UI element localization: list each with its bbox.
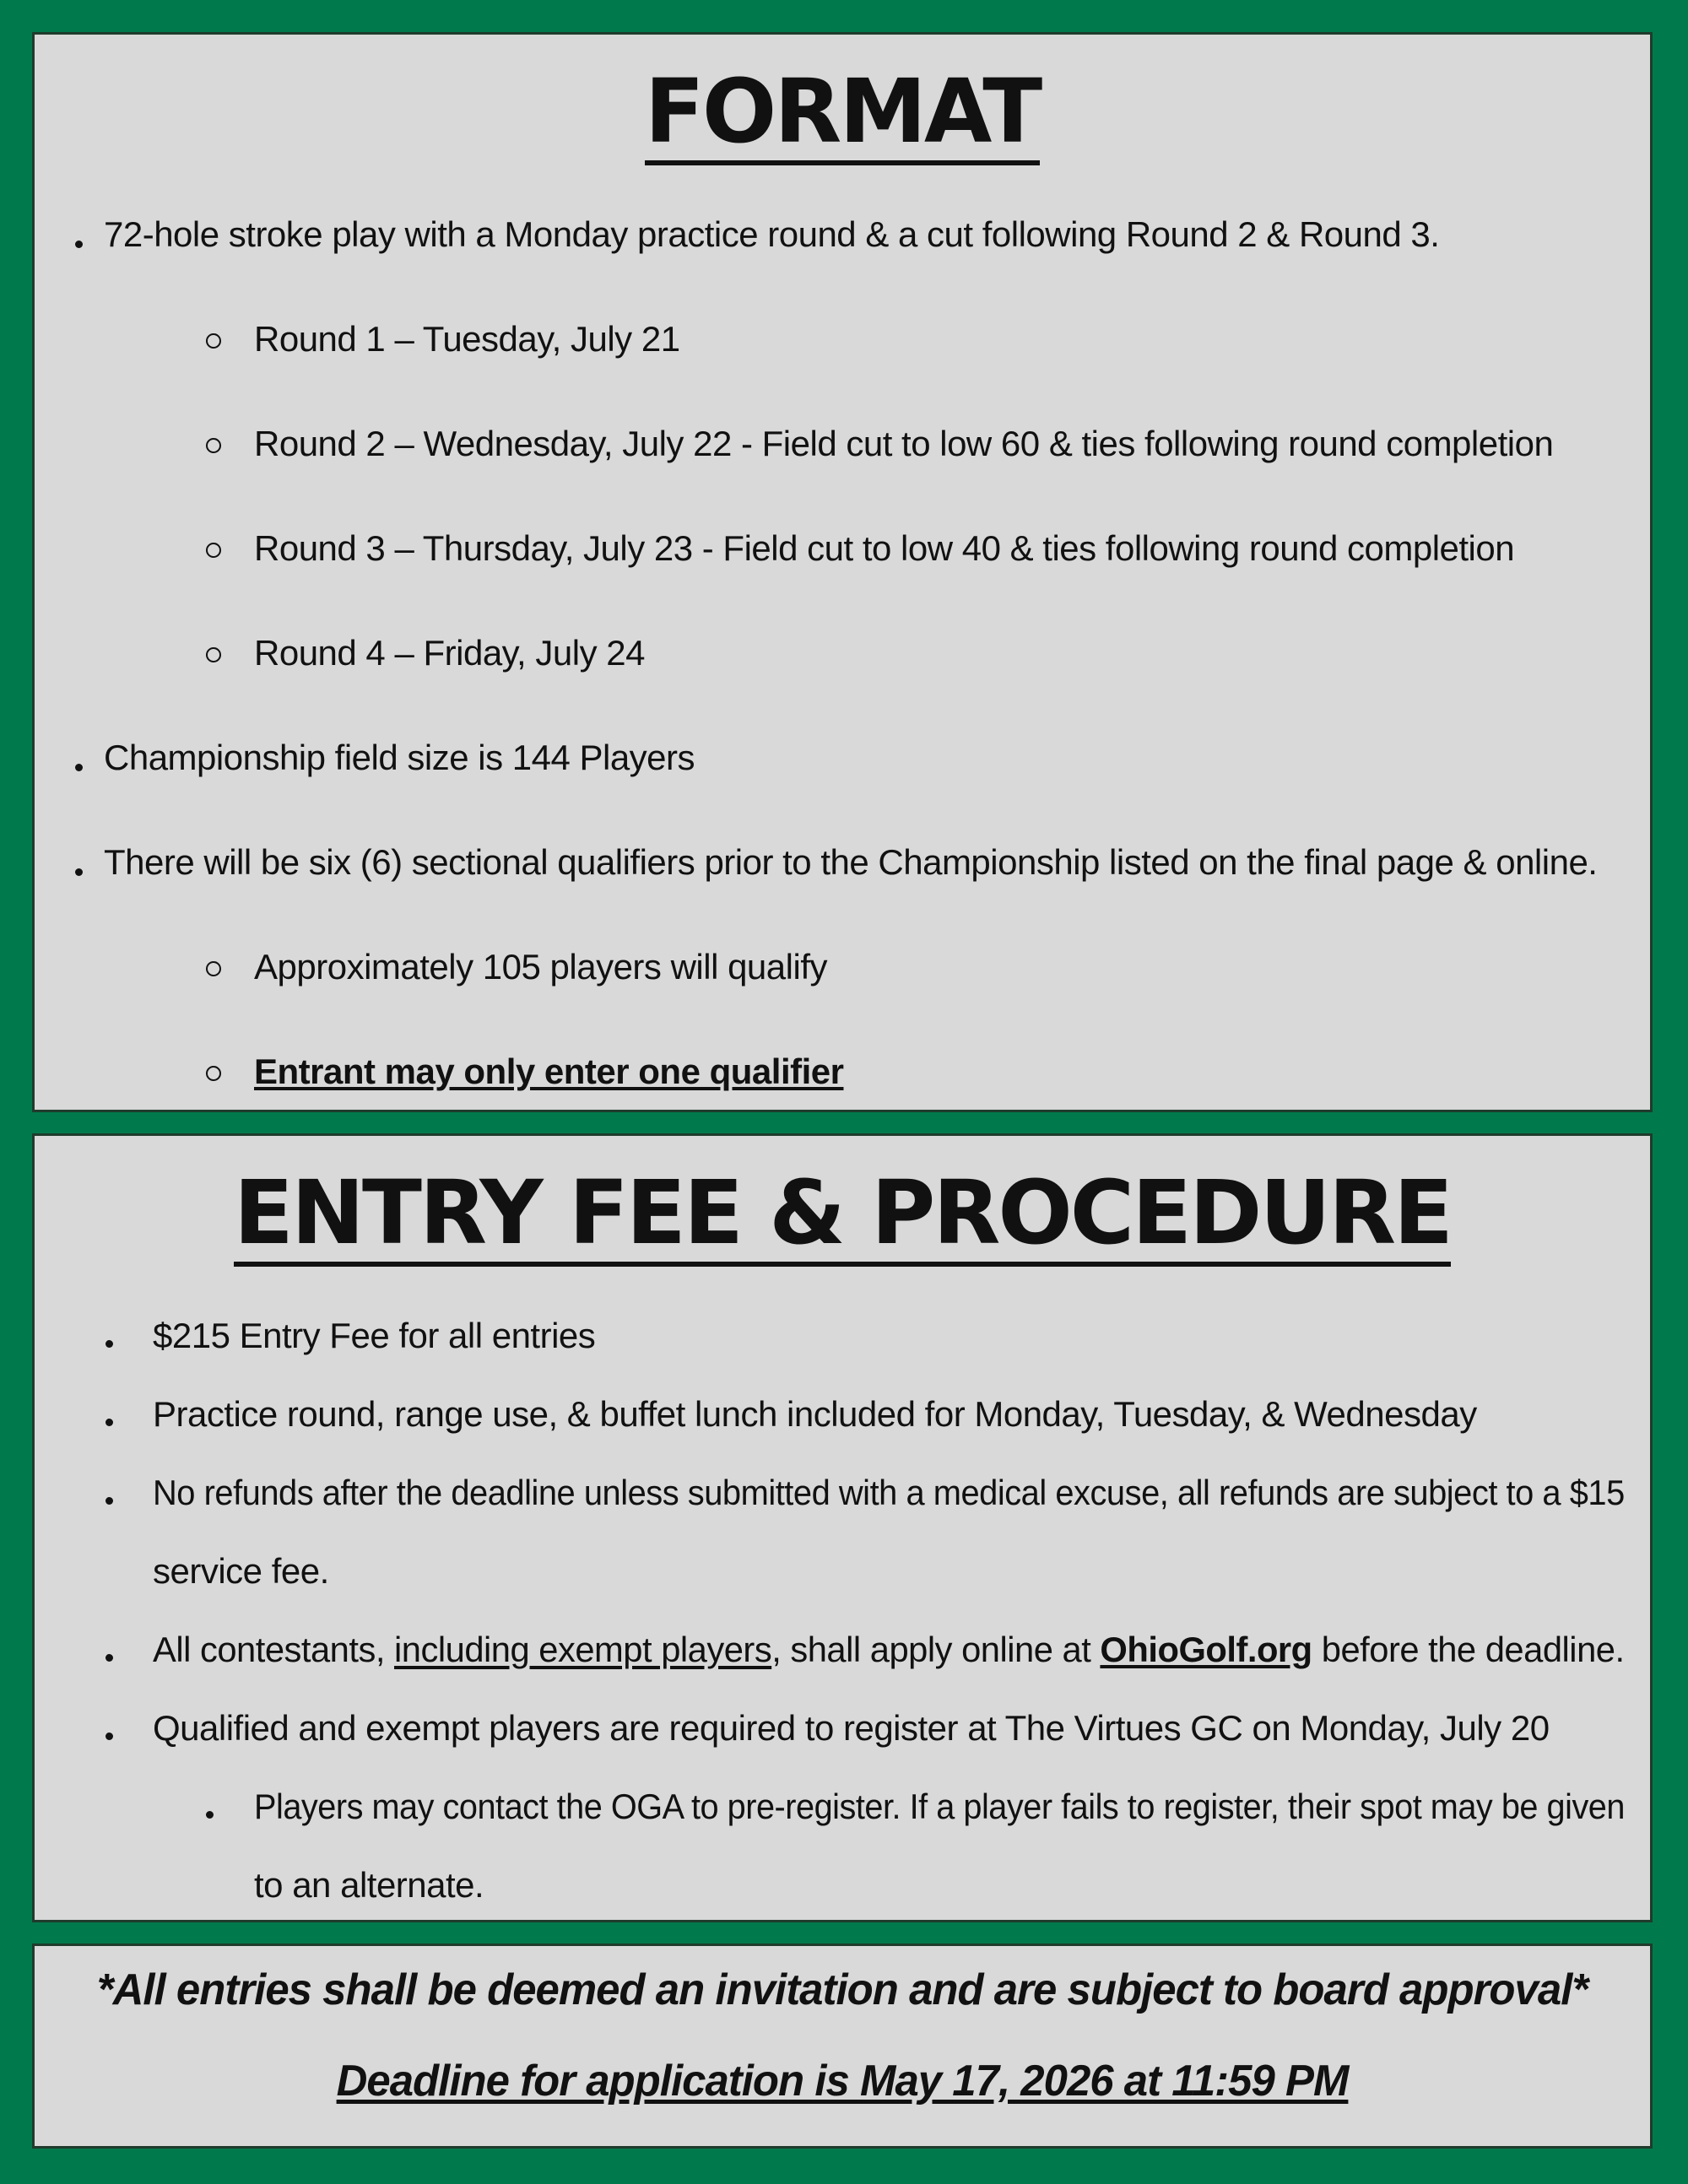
bullet-icon — [106, 1733, 113, 1740]
entry-register: Qualified and exempt players are required to register at The Virtues GC on Monday, July 20 — [153, 1708, 1550, 1748]
entry-apply — [153, 1629, 1625, 1671]
format-heading — [35, 60, 1650, 165]
bullet-icon — [106, 1419, 113, 1426]
format-item-round1: Round 1 – Tuesday, July 21 — [254, 319, 680, 359]
circle-bullet-icon — [206, 1066, 221, 1081]
format-item-round3: Round 3 – Thursday, July 23 - Field cut to low 40 & ties following round completion — [254, 528, 1515, 568]
format-item-round4: Round 4 – Friday, July 24 — [254, 633, 645, 673]
format-item-one-qualifier: Entrant may only enter one qualifier — [254, 1051, 844, 1091]
circle-bullet-icon — [206, 961, 221, 976]
circle-bullet-icon — [206, 543, 221, 558]
entry-section — [32, 1133, 1653, 1922]
bullet-icon — [75, 868, 83, 876]
circle-bullet-icon — [206, 438, 221, 453]
entry-refunds-line1: No refunds after the deadline unless submitted with a medical excuse, all refunds are subject to a $15 — [153, 1473, 1625, 1512]
apply-text: before the deadline. — [1312, 1630, 1625, 1669]
deadline-text: Deadline for application is May 17, 2026 at 11:59 PM — [336, 2057, 1349, 2106]
entry-included: Practice round, range use, & buffet lunch included for Monday, Tuesday, & Wednesday — [153, 1394, 1477, 1434]
circle-bullet-icon — [206, 647, 221, 662]
entry-preregister-line1: Players may contact the OGA to pre-register. If a player fails to register, their spot may be given — [254, 1787, 1625, 1826]
format-item-qualify-count: Approximately 105 players will qualify — [254, 947, 827, 987]
exempt-players-emphasis: including exempt players — [394, 1630, 772, 1669]
bullet-icon — [75, 764, 83, 771]
entry-preregister-line2: to an alternate. — [254, 1865, 484, 1905]
format-section — [32, 32, 1653, 1112]
entry-title: ENTRY FEE & PROCEDURE — [234, 1165, 1451, 1267]
entry-heading — [35, 1161, 1650, 1267]
bullet-icon — [106, 1340, 113, 1348]
format-title: FORMAT — [645, 64, 1040, 165]
notice-section — [32, 1943, 1653, 2149]
format-item-structure: 72-hole stroke play with a Monday practice round & a cut following Round 2 & Round 3. — [104, 214, 1440, 254]
circle-bullet-icon — [206, 333, 221, 349]
format-item-round2: Round 2 – Wednesday, July 22 - Field cut to low 60 & ties following round completion — [254, 424, 1554, 463]
entry-fee: $215 Entry Fee for all entries — [153, 1316, 596, 1355]
invitation-notice: *All entries shall be deemed an invitation and are subject to board approval* — [96, 1965, 1588, 2014]
ohiogolf-link[interactable]: OhioGolf.org — [1100, 1630, 1312, 1669]
bullet-icon — [75, 241, 83, 248]
apply-text: , shall apply online at — [771, 1630, 1101, 1669]
bullet-icon — [106, 1654, 113, 1662]
deadline-notice — [51, 2056, 1633, 2106]
format-item-field-size: Championship field size is 144 Players — [104, 738, 695, 777]
bullet-icon — [206, 1811, 214, 1819]
entry-refunds-line2: service fee. — [153, 1551, 329, 1591]
bullet-icon — [106, 1497, 113, 1505]
apply-text: All contestants, — [153, 1630, 395, 1669]
format-item-qualifiers: There will be six (6) sectional qualifiers prior to the Championship listed on the final page & online. — [104, 842, 1598, 882]
